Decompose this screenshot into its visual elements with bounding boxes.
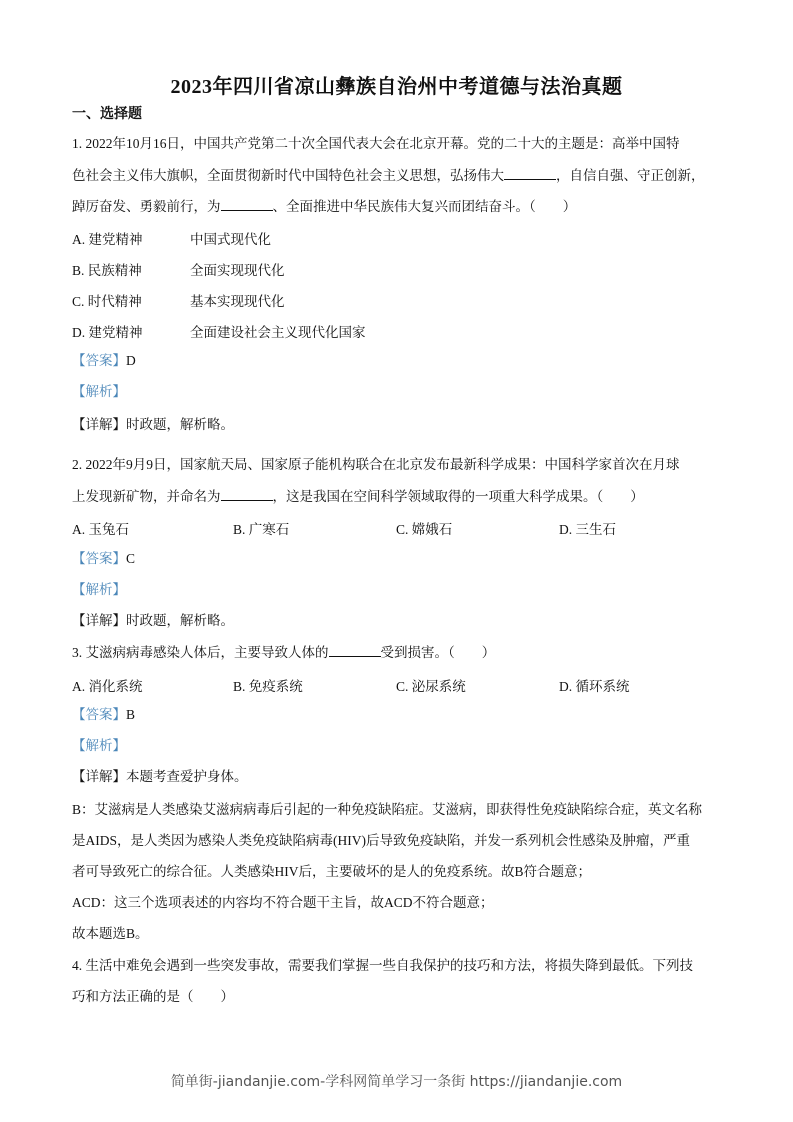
question-2-line-2 bbox=[72, 487, 644, 506]
detail-tag: 【详解】 bbox=[72, 769, 126, 784]
q2-answer bbox=[72, 550, 135, 568]
question-1-line-2 bbox=[72, 166, 705, 185]
q2-option-a: A. 玉兔石 bbox=[72, 522, 129, 537]
q1-analysis bbox=[72, 383, 126, 401]
q3-explanation-5: 故本题选B。 bbox=[72, 926, 149, 941]
q1-option-d-b: 全面建设社会主义现代化国家 bbox=[190, 325, 366, 340]
q2-analysis bbox=[72, 581, 126, 599]
q1-option-c-b: 基本实现现代化 bbox=[190, 294, 285, 309]
answer-value: D bbox=[126, 353, 136, 368]
q3-text: 受到损害。（ ） bbox=[380, 645, 496, 660]
q1-option-b-b: 全面实现现代化 bbox=[190, 263, 285, 278]
q1-text: 踔厉奋发、勇毅前行，为 bbox=[72, 199, 221, 214]
q1-option-a: A. 建党精神 bbox=[72, 232, 143, 247]
q3-detail bbox=[72, 768, 248, 786]
question-4-line-1: 4. 生活中难免会遇到一些突发事故，需要我们掌握一些自我保护的技巧和方法，将损失降到最低。下列技 bbox=[72, 958, 693, 973]
detail-text: 时政题，解析略。 bbox=[126, 613, 234, 628]
q3-option-d: D. 循环系统 bbox=[559, 679, 630, 694]
fill-blank bbox=[221, 487, 273, 501]
fill-blank bbox=[329, 643, 381, 657]
answer-tag: 【答案】 bbox=[72, 551, 126, 566]
q3-explanation-2: 是AIDS，是人类因为感染人类免疫缺陷病毒(HIV)后导致免疫缺陷，并发一系列机会性感染及肿瘤，严重 bbox=[72, 833, 690, 848]
q3-explanation-4: ACD：这三个选项表述的内容均不符合题干主旨，故ACD不符合题意； bbox=[72, 895, 494, 910]
analysis-tag: 【解析】 bbox=[72, 582, 126, 597]
answer-value: C bbox=[126, 551, 136, 566]
q2-option-c: C. 嫦娥石 bbox=[396, 522, 453, 537]
q1-answer bbox=[72, 352, 136, 370]
question-4-line-2: 巧和方法正确的是（ ） bbox=[72, 989, 234, 1004]
analysis-tag: 【解析】 bbox=[72, 384, 126, 399]
q1-option-d: D. 建党精神 bbox=[72, 325, 143, 340]
q3-answer bbox=[72, 706, 135, 724]
question-1-line-1: 1. 2022年10月16日，中国共产党第二十次全国代表大会在北京开幕。党的二十大的主题是：高举中国特 bbox=[72, 136, 680, 151]
document-title: 2023年四川省凉山彝族自治州中考道德与法治真题 bbox=[170, 76, 623, 98]
detail-tag: 【详解】 bbox=[72, 613, 126, 628]
q3-option-c: C. 泌尿系统 bbox=[396, 679, 466, 694]
section-heading: 一、选择题 bbox=[72, 107, 142, 122]
answer-value: B bbox=[126, 707, 136, 722]
q2-option-b: B. 广寒石 bbox=[233, 522, 290, 537]
fill-blank bbox=[221, 197, 273, 211]
q1-option-c: C. 时代精神 bbox=[72, 294, 142, 309]
question-3-line-1 bbox=[72, 643, 495, 662]
q1-option-a-b: 中国式现代化 bbox=[190, 232, 271, 247]
answer-tag: 【答案】 bbox=[72, 707, 126, 722]
footer-watermark: 简单街-jiandanjie.com-学科网简单学习一条街 https://jiandanjie.com bbox=[170, 1074, 623, 1090]
analysis-tag: 【解析】 bbox=[72, 738, 126, 753]
q3-analysis bbox=[72, 737, 126, 755]
fill-blank bbox=[504, 166, 556, 180]
question-1-line-3 bbox=[72, 197, 576, 216]
q1-text: ，自信自强、守正创新， bbox=[556, 168, 705, 183]
detail-text: 本题考查爱护身体。 bbox=[126, 769, 248, 784]
answer-tag: 【答案】 bbox=[72, 353, 126, 368]
q1-detail bbox=[72, 416, 234, 434]
q3-explanation-3: 者可导致死亡的综合征。人类感染HIV后，主要破坏的是人的免疫系统。故B符合题意； bbox=[72, 864, 591, 879]
question-2-line-1: 2. 2022年9月9日，国家航天局、国家原子能机构联合在北京发布最新科学成果：中国科学家首次在月球 bbox=[72, 457, 680, 472]
detail-tag: 【详解】 bbox=[72, 417, 126, 432]
q2-detail bbox=[72, 612, 234, 630]
q3-text: 3. 艾滋病病毒感染人体后，主要导致人体的 bbox=[72, 645, 329, 660]
q3-option-b: B. 免疫系统 bbox=[233, 679, 303, 694]
q2-text: 上发现新矿物，并命名为 bbox=[72, 489, 221, 504]
q2-text: ，这是我国在空间科学领域取得的一项重大科学成果。（ ） bbox=[272, 489, 644, 504]
detail-text: 时政题，解析略。 bbox=[126, 417, 234, 432]
q1-option-b: B. 民族精神 bbox=[72, 263, 142, 278]
q3-option-a: A. 消化系统 bbox=[72, 679, 143, 694]
q1-text: 色社会主义伟大旗帜，全面贯彻新时代中国特色社会主义思想，弘扬伟大 bbox=[72, 168, 504, 183]
q3-explanation-1: B：艾滋病是人类感染艾滋病病毒后引起的一种免疫缺陷症。艾滋病，即获得性免疫缺陷综合症，英文名称 bbox=[72, 802, 703, 817]
q2-option-d: D. 三生石 bbox=[559, 522, 616, 537]
q1-text: 、全面推进中华民族伟大复兴而团结奋斗。（ ） bbox=[272, 199, 577, 214]
